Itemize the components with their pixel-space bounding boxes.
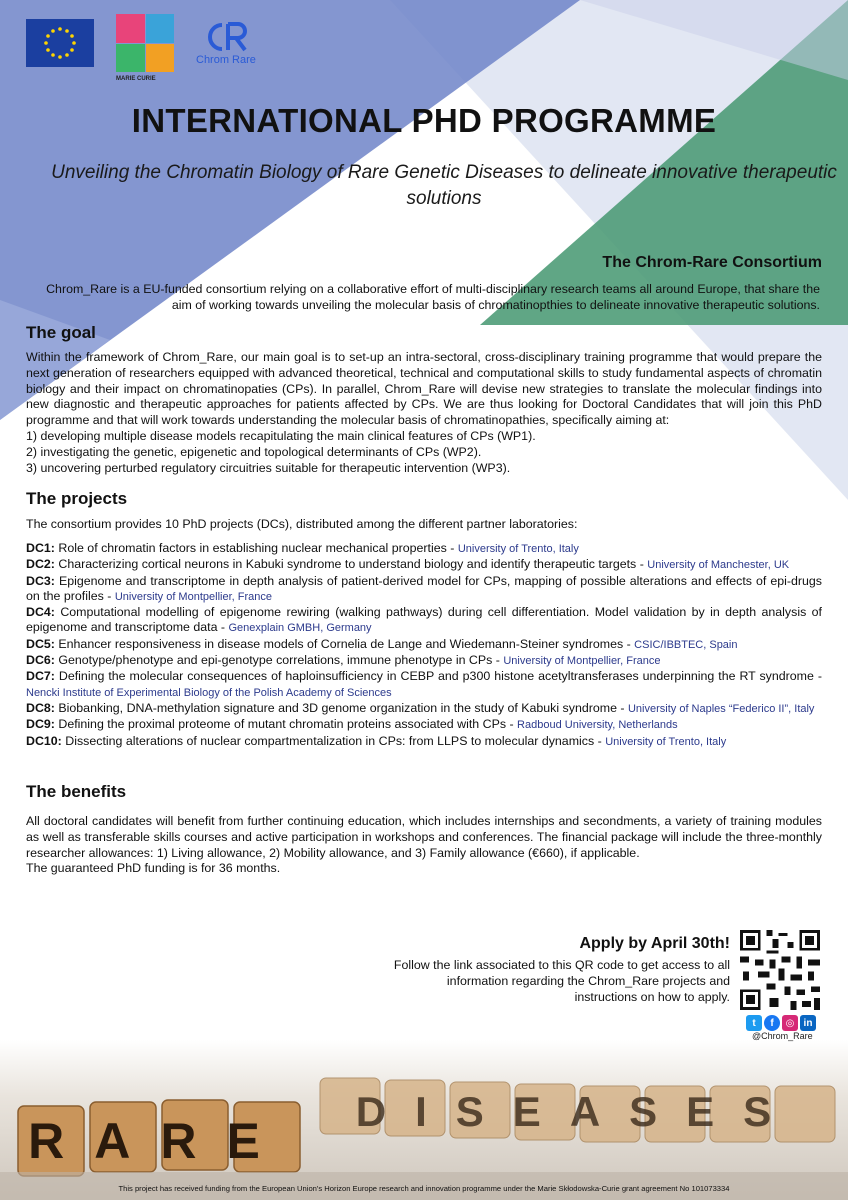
list-item	[26, 637, 822, 653]
social-icons	[746, 1015, 816, 1031]
projects-intro: The consortium provides 10 PhD projects (DCs), distributed among the different partner laboratories:	[26, 517, 578, 531]
consortium-text: Chrom_Rare is a EU-funded consortium relying on a collaborative effort of multi-disciplinary research teams all around Europe, that share the aim of working towards unveiling the molecular basis of chromatinopthies to delineate innovative therapeutic solutions.	[46, 282, 820, 312]
logo-bar	[26, 14, 256, 82]
projects-heading: The projects	[26, 489, 128, 508]
dc-code: DC8:	[26, 700, 55, 715]
chrom-rare-label: Chrom Rare	[196, 54, 256, 66]
dc-text: Defining the molecular consequences of haploinsufficiency in CEBP and p300 histone acetyltransferases underpinning the RT syndrome -	[58, 669, 822, 684]
page-subtitle: Unveiling the Chromatin Biology of Rare Genetic Diseases to delineate innovative therapeutic solutions	[51, 162, 837, 209]
apply-text: Follow the link associated to this QR code to get access to all information regarding the Chrom_Rare projects and instructions on how to apply.	[393, 958, 730, 1004]
list-item	[26, 557, 822, 573]
goal-item: 3) uncovering perturbed regulatory circuitries suitable for therapeutic intervention (WP3).	[26, 460, 511, 475]
dc-university: Radboud University, Netherlands	[517, 719, 678, 732]
dc-university: University of Montpellier, France	[503, 655, 661, 668]
dc-text: Role of chromatin factors in establishing nuclear mechanical properties -	[58, 541, 458, 555]
dc-university: Genexplain GMBH, Germany	[228, 622, 372, 635]
dc-code: DC3:	[26, 573, 55, 588]
social-handle: @Chrom_Rare	[752, 1031, 813, 1041]
list-item	[26, 701, 822, 717]
chrom-rare-logo	[196, 20, 256, 66]
list-item	[26, 653, 822, 669]
goal-heading: The goal	[26, 323, 96, 342]
dc-code: DC7:	[26, 669, 55, 684]
diseases-word: DISEASES	[355, 1088, 801, 1135]
dc-text: Biobanking, DNA-methylation signature and 3D genome organization in the study of Kabuki syndrome -	[58, 700, 628, 715]
dc-university: CSIC/IBBTEC, Spain	[634, 638, 738, 651]
list-item	[26, 541, 822, 557]
goal-section	[26, 350, 822, 476]
marie-curie-label: MARIE CURIE	[116, 76, 156, 82]
facebook-icon[interactable]: f	[764, 1015, 780, 1031]
benefits-heading: The benefits	[26, 782, 127, 801]
eu-flag-icon	[26, 19, 94, 67]
list-item	[26, 605, 822, 637]
page-title	[0, 102, 848, 140]
funding-footer: This project has received funding from the European Union's Horizon Europe research and innovation programme under the Marie Skłodowska-Curie grant agreement No 101073334	[118, 1184, 730, 1193]
dc-code: DC1:	[26, 541, 55, 555]
dc-text: Characterizing cortical neurons in Kabuki syndrome to understand biology and identify therapeutic targets -	[58, 557, 648, 572]
dc-university: University of Trento, Italy	[605, 735, 727, 748]
dc-code: DC2:	[26, 557, 55, 572]
goal-list	[26, 429, 822, 476]
goal-text: Within the framework of Chrom_Rare, our main goal is to set-up an intra-sectoral, cross-disciplinary training programme that would prepare the next generation of researchers equipped with advanced theoretical, technical and computational skills to study fundamental aspects of chromatin biology and their impact on chromatinopaties (CPs). In parallel, Chrom_Rare will devise new strategies to translate the molecular findings into new diagnostic and therapeutic approaches for patients affected by CPs. We are thus looking for Doctoral Candidates that will join this PhD programme and that will work towards understanding the molecular basis of chromatinopathies, specifically aiming at:	[26, 350, 822, 428]
goal-item: 2) investigating the genetic, epigenetic and topological determinants of CPs (WP2).	[26, 444, 482, 459]
rare-word: RARE	[28, 1113, 290, 1169]
marie-curie-logo	[116, 14, 174, 82]
dc-university: University of Montpellier, France	[114, 590, 272, 603]
benefits-section	[26, 814, 822, 877]
list-item	[26, 734, 822, 750]
list-item	[26, 669, 822, 701]
dc-university: Nencki Institute of Experimental Biology of the Polish Academy of Sciences	[26, 686, 392, 699]
dc-university: University of Naples “Federico II”, Italy	[627, 702, 815, 715]
title-text: INTERNATIONAL PHD PROGRAMME	[131, 102, 717, 139]
dc-code: DC9:	[26, 717, 55, 732]
dc-text: Computational modelling of epigenome rewiring (walking pathways) during cell differentiation. Model validation by in depth analysis of epigenome and transcriptome data -	[26, 605, 822, 635]
benefits-text: All doctoral candidates will benefit from further continuing education, which includes internships and secondments, a variety of training modules as well as transferable skills courses and active participation in workshops and conferences. The financial package will include the three-monthly researcher allowances: 1) Living allowance, 2) Mobility allowance, and 3) Family allowance (€660), if applicable.	[26, 814, 822, 860]
dc-text: Defining the proximal proteome of mutant chromatin proteins associated with CPs -	[58, 717, 518, 732]
dc-code: DC4:	[26, 605, 55, 620]
linkedin-icon[interactable]: in	[800, 1015, 816, 1031]
benefits-funding: The guaranteed PhD funding is for 36 months.	[26, 861, 281, 876]
goal-item: 1) developing multiple disease models recapitulating the main clinical features of CPs (WP1).	[26, 428, 536, 443]
dc-code: DC10:	[26, 733, 62, 748]
dc-text: Genotype/phenotype and epi-genotype correlations, immune phenotype in CPs -	[58, 653, 504, 668]
dc-university: University of Trento, Italy	[457, 543, 579, 555]
list-item	[26, 574, 822, 606]
qr-code[interactable]	[737, 927, 823, 1013]
dc-text: Dissecting alterations of nuclear compartmentalization in CPs: from LLPS to molecular dynamics -	[65, 733, 606, 748]
apply-heading: Apply by April 30th!	[579, 935, 730, 952]
project-list	[26, 541, 822, 750]
rare-diseases-blocks	[0, 1040, 848, 1200]
dc-code: DC6:	[26, 653, 55, 668]
dc-university: University of Manchester, UK	[647, 559, 790, 572]
consortium-heading: The Chrom-Rare Consortium	[602, 254, 822, 271]
instagram-icon[interactable]: ◎	[782, 1015, 798, 1031]
chrom-rare-icon	[200, 20, 252, 54]
dc-text: Epigenome and transcriptome in depth analysis of patient-derived model for CPs, mapping of possible alterations and effects of epi-drugs on the profiles -	[26, 573, 822, 603]
dc-text: Enhancer responsiveness in disease models of Cornelia de Lange and Wiedemann-Steiner syndromes -	[58, 636, 635, 651]
list-item	[26, 717, 822, 733]
twitter-icon[interactable]: t	[746, 1015, 762, 1031]
dc-code: DC5:	[26, 636, 55, 651]
